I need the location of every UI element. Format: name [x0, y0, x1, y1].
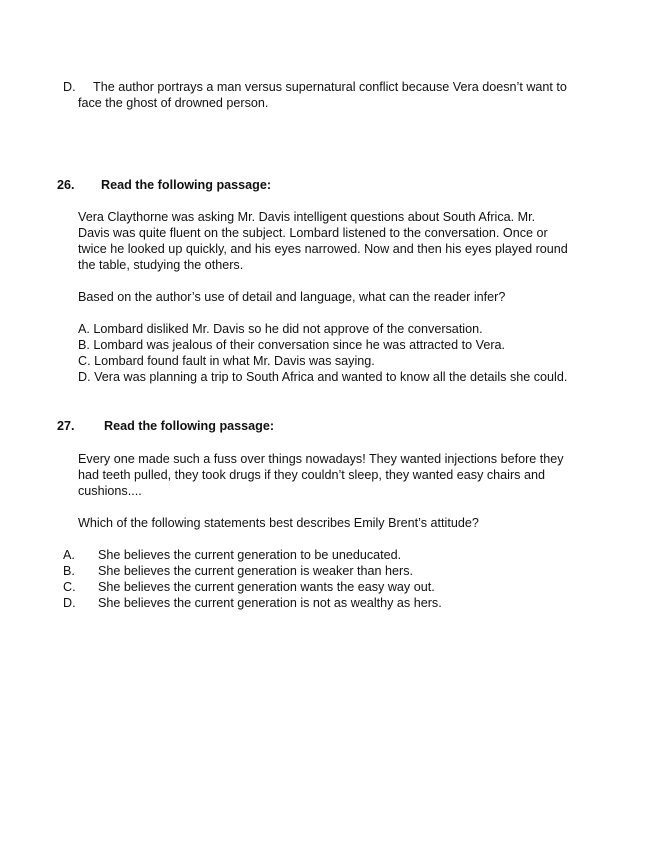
question-26-passage [78, 209, 638, 273]
answer-option-b: B. Lombard was jealous of their conversation since he was attracted to Vera. [78, 338, 506, 352]
passage-line: Every one made such a fuss over things nowadays! They wanted injections before they [78, 452, 564, 466]
answer-option-d-letter: D. [63, 596, 76, 610]
prev-option-text-line-2: face the ghost of drowned person. [78, 96, 269, 110]
question-26-options [78, 321, 638, 385]
passage-line: Davis was quite fluent on the subject. Lombard listened to the conversation. Once or [78, 226, 548, 240]
answer-option-c: C. Lombard found fault in what Mr. Davis was saying. [78, 354, 375, 368]
passage-line: twice he looked up quickly, and his eyes narrowed. Now and then his eyes played round [78, 242, 568, 256]
question-26-prompt: Based on the author’s use of detail and language, what can the reader infer? [78, 290, 506, 304]
answer-option-a-text: She believes the current generation to be uneducated. [98, 548, 402, 562]
answer-option-b-letter: B. [63, 564, 75, 578]
passage-line: cushions.... [78, 484, 142, 498]
answer-option-a: A. Lombard disliked Mr. Davis so he did not approve of the conversation. [78, 322, 483, 336]
question-27-heading: Read the following passage: [104, 419, 275, 433]
prev-option-text-line-1: The author portrays a man versus supernatural conflict because Vera doesn’t want to [93, 80, 567, 94]
passage-line: Vera Claythorne was asking Mr. Davis intelligent questions about South Africa. Mr. [78, 210, 536, 224]
question-27-number: 27. [57, 419, 75, 433]
question-27-prompt: Which of the following statements best describes Emily Brent’s attitude? [78, 516, 479, 530]
question-26-number: 26. [57, 178, 75, 192]
passage-line: the table, studying the others. [78, 258, 244, 272]
question-27-passage [78, 451, 638, 499]
prev-option-letter: D. [63, 80, 76, 94]
answer-option-c-letter: C. [63, 580, 76, 594]
answer-option-d: D. Vera was planning a trip to South Africa and wanted to know all the details she could. [78, 370, 568, 384]
answer-option-a-letter: A. [63, 548, 75, 562]
question-26-heading: Read the following passage: [101, 178, 272, 192]
answer-option-d-text: She believes the current generation is not as wealthy as hers. [98, 596, 442, 610]
answer-option-c-text: She believes the current generation wants the easy way out. [98, 580, 435, 594]
passage-line: had teeth pulled, they took drugs if they couldn’t sleep, they wanted easy chairs and [78, 468, 545, 482]
answer-option-b-text: She believes the current generation is weaker than hers. [98, 564, 414, 578]
